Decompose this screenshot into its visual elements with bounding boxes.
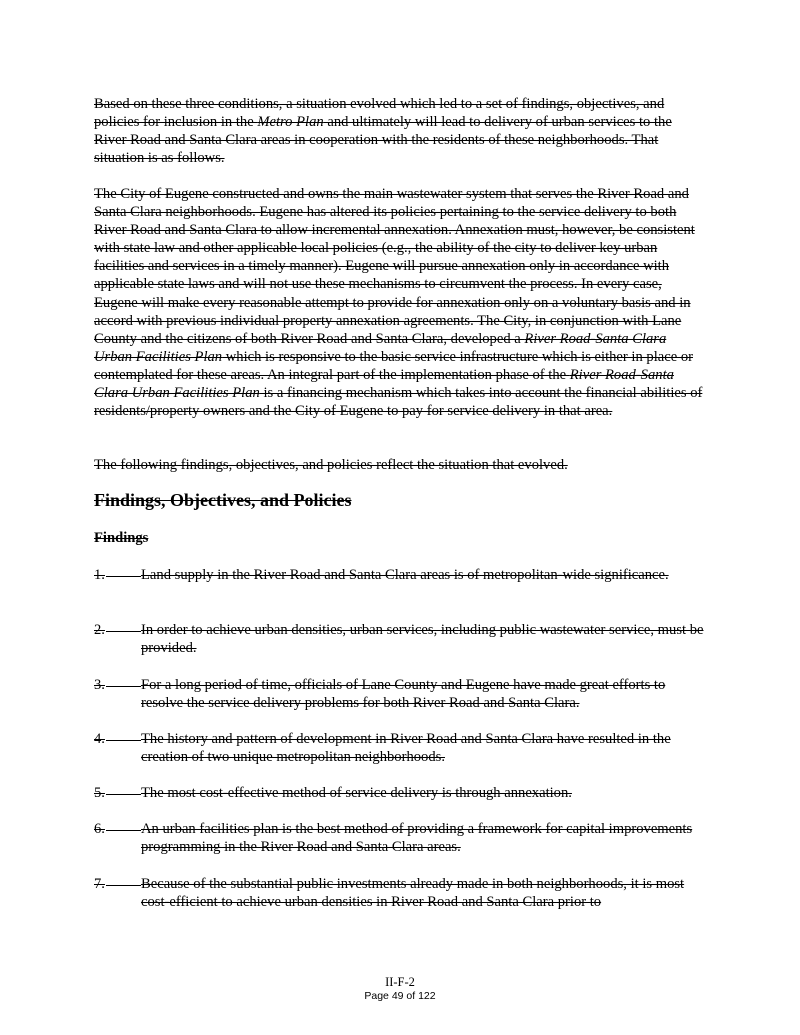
finding-text: The history and pattern of development in River Road and Santa Clara have resulted in the creation of two unique metropolitan neighborhoods. (141, 731, 671, 766)
finding-item (94, 730, 706, 766)
finding-number: 5. (94, 784, 141, 802)
finding-text: An urban facilities plan is the best method of providing a framework for capital improvements programming in the River Road and Santa Clara areas. (141, 821, 693, 856)
finding-text: Because of the substantial public investments already made in both neighborhoods, it is most cost-efficient to achieve urban densities in River Road and Santa Clara prior to (141, 876, 685, 911)
finding-number: 6. (94, 820, 141, 838)
plan-title-2: River Road-Santa Clara Urban Facilities Plan (94, 366, 674, 402)
page-number: Page 49 of 122 (364, 990, 436, 1002)
finding-item (94, 676, 706, 712)
finding-text: In order to achieve urban densities, urban services, including public wastewater service, must be provided. (141, 622, 704, 657)
finding-item (94, 820, 706, 856)
finding-text: The most cost-effective method of service delivery is through annexation. (141, 785, 572, 801)
plan-title-1: River Road-Santa Clara Urban Facilities Plan (94, 330, 667, 365)
finding-item (94, 621, 706, 657)
finding-item (94, 566, 706, 584)
finding-item (94, 784, 706, 802)
section-code: II-F-2 (385, 975, 415, 989)
finding-text: Land supply in the River Road and Santa Clara areas is of metropolitan-wide significance. (141, 567, 669, 583)
paragraph-findings-intro: The following findings, objectives, and policies reflect the situation that evolved. (94, 457, 568, 473)
finding-item (94, 875, 706, 911)
metro-plan-title: Metro Plan (257, 114, 324, 131)
finding-number: 1. (94, 566, 141, 584)
finding-number: 3. (94, 676, 141, 694)
findings-subheading: Findings (94, 530, 149, 546)
finding-text: For a long period of time, officials of Lane County and Eugene have made great efforts to resolve the service delivery problems for both River Road and Santa Clara. (141, 677, 666, 712)
paragraph-intro: Based on these three conditions, a situation evolved which led to a set of findings, objectives, and policies for inclusion in the Metro Plan and ultimately will lead to delivery of urban services to the River Road and Santa Clara areas in cooperation with the residents of these neighborhoods. That situation is as follows. (94, 96, 672, 167)
page-footer (0, 975, 800, 1002)
section-heading: Findings, Objectives, and Policies (94, 490, 352, 510)
finding-number: 7. (94, 875, 141, 893)
finding-number: 4. (94, 730, 141, 748)
finding-number: 2. (94, 621, 141, 639)
paragraph-eugene-wastewater: The City of Eugene constructed and owns the main wastewater system that serves the River Road and Santa Clara neighborhoods. Eugene has altered its policies pertaining to the service delivery to both River Road and Santa Clara to allow incremental annexation. Annexation must, however, be consistent with state law and other applicable local policies (e.g., the ability of the city to deliver key urban facilities and services in a timely manner). Eugene will pursue annexation only in accordance with applicable state laws and will not use these mechanisms to circumvent the process. In every case, Eugene will make every reasonable attempt to provide for annexation only on a voluntary basis and in accord with previous individual property annexation agreements. The City, in conjunction with Lane County and the citizens of both River Road and Santa Clara, developed a River Road-Santa Clara Urban Facilities Plan which is responsive to the basic service infrastructure which is either in place or contemplated for these areas. An integral part of the implementation phase of the River Road-Santa Clara Urban Facilities Plan is a financing mechanism which takes into account the financial abilities of residents/property owners and the City of Eugene to pay for service delivery in that area. (94, 186, 703, 420)
